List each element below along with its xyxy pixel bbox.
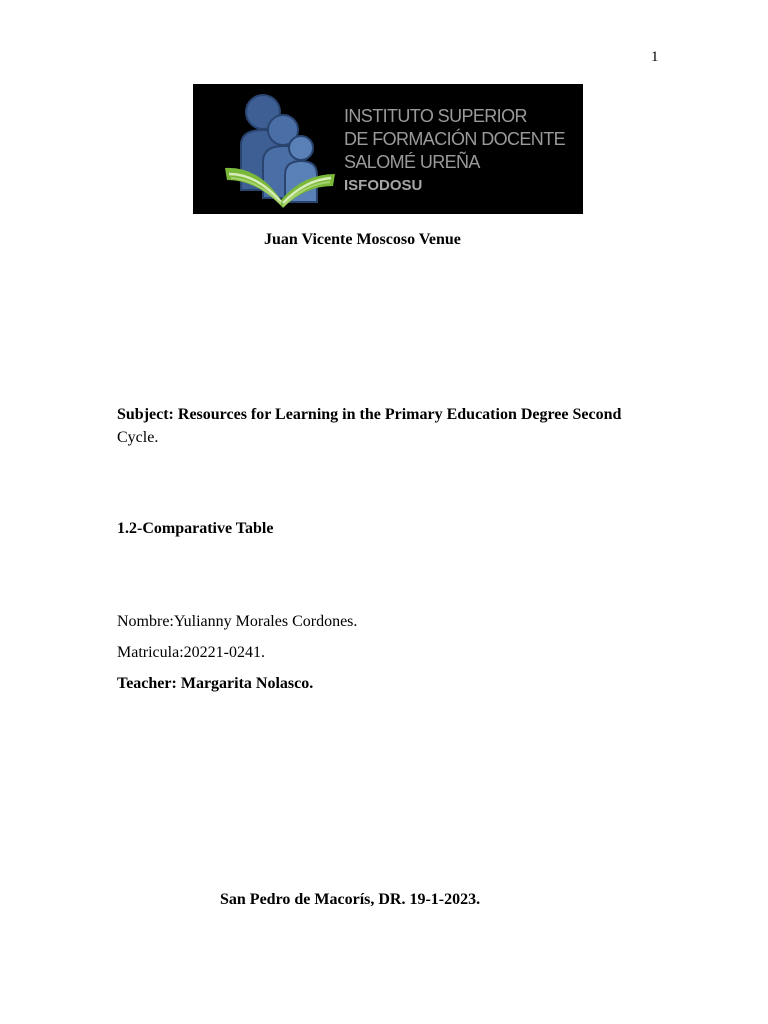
teacher-label: Teacher:: [117, 675, 177, 692]
teacher-value: Margarita Nolasco.: [180, 675, 314, 692]
logo-line-1: INSTITUTO SUPERIOR: [344, 106, 527, 126]
people-book-icon: [223, 90, 338, 212]
nombre-label: Nombre:: [117, 613, 174, 630]
logo-acronym: ISFODOSU: [344, 177, 423, 194]
logo-line-3: SALOMÉ UREÑA: [344, 152, 480, 172]
teacher-line: [117, 673, 313, 695]
subject-continued: Cycle.: [117, 429, 159, 446]
matricula-value: 20221-0241.: [183, 644, 265, 661]
nombre-line: [117, 611, 357, 633]
logo-text: [344, 105, 565, 197]
subject-line: [117, 404, 621, 426]
institution-logo: [193, 84, 583, 214]
subject-label: Subject:: [117, 406, 174, 423]
logo-line-2: DE FORMACIÓN DOCENTE: [344, 129, 566, 149]
matricula-label: Matricula:: [117, 644, 184, 661]
section-title: 1.2-Comparative Table: [117, 520, 274, 537]
footer-location-date: San Pedro de Macorís, DR. 19-1-2023.: [220, 891, 481, 908]
matricula-line: [117, 642, 265, 664]
page-number: 1: [651, 49, 659, 65]
author-name: Juan Vicente Moscoso Venue: [264, 231, 461, 248]
subject-text: Resources for Learning in the Primary Education Degree Second: [177, 406, 622, 423]
nombre-value: Yulianny Morales Cordones.: [173, 613, 358, 630]
